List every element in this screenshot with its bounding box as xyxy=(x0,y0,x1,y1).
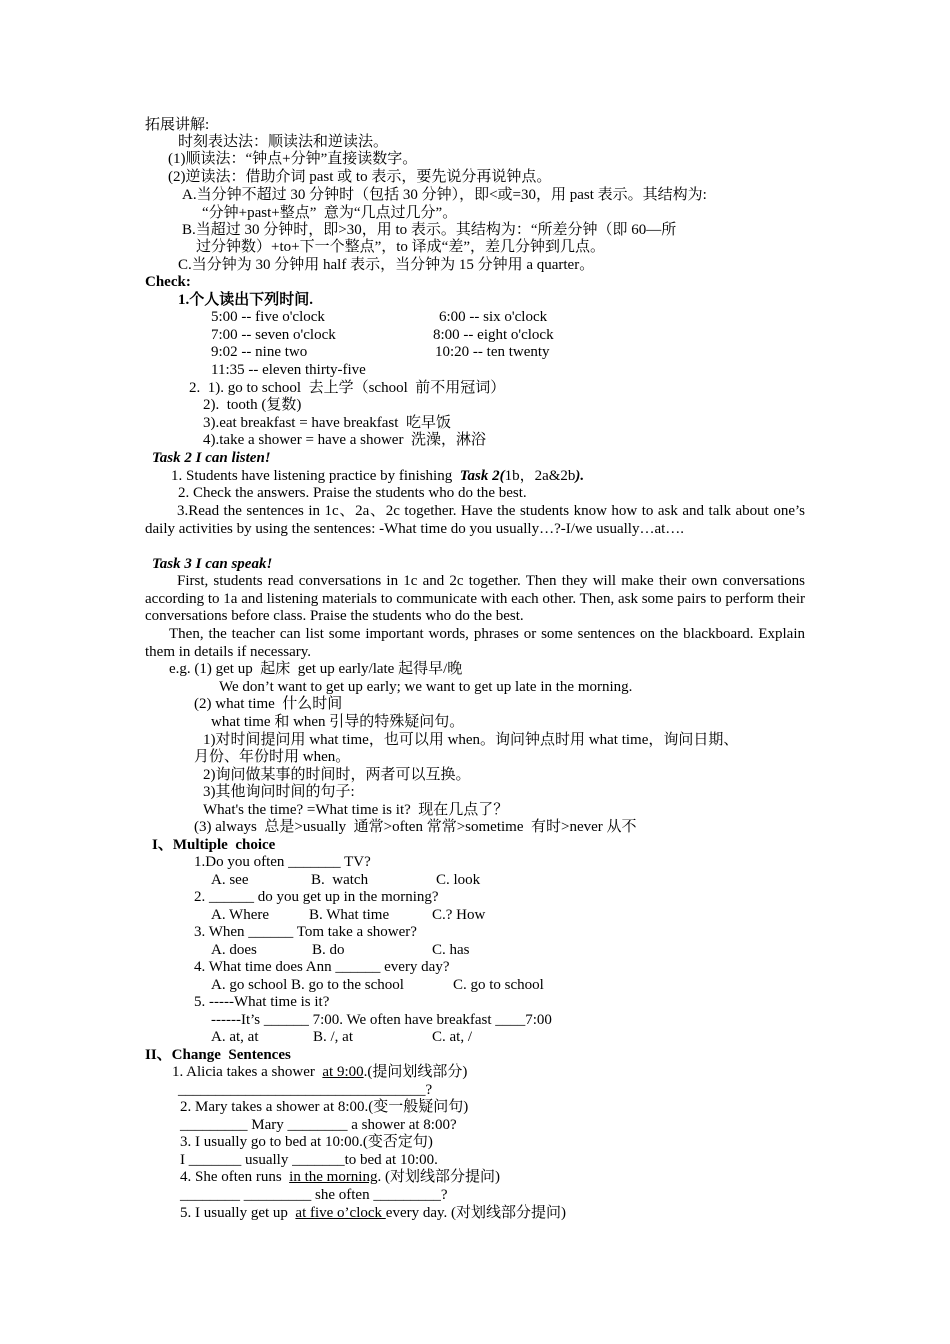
task2-step: 2. Check the answers. Praise the students who do the best. xyxy=(178,485,527,501)
option: C. has xyxy=(432,942,470,958)
time-entry: 8:00 -- eight o'clock xyxy=(433,327,554,343)
answer-blank: ________ _________ she often _________? xyxy=(180,1187,448,1203)
extension-line: 过分钟数）+to+下一个整点”，to 译成“差”，差几分钟到几点。 xyxy=(196,239,605,255)
question: 1.Do you often _______ TV? xyxy=(194,854,371,870)
example-line: What's the time? =What time is it? 现在几点了？ xyxy=(203,802,509,818)
sentence: 1. Alicia takes a shower at 9:00.(提问划线部分) xyxy=(172,1064,468,1080)
example-line: (2) what time 什么时间 xyxy=(194,696,343,712)
check-item: 1.个人读出下列时间. xyxy=(178,292,314,308)
check-item: 3).eat breakfast = have breakfast 吃早饭 xyxy=(203,415,451,431)
option: B. do xyxy=(312,942,345,958)
task3-paragraph: First, students read conversations in 1c and 2c together. Then they will make their own conversations according to 1a and listening materials to communicate with each other. Then, ask some pairs to perform their conversations before class. Praise the students who do the best. xyxy=(145,573,805,625)
example-line: 月份、年份时用 when。 xyxy=(194,749,351,765)
check-item: 2. 1). go to school 去上学（school 前不用冠词） xyxy=(189,380,506,396)
time-entry: 10:20 -- ten twenty xyxy=(435,344,550,360)
task2-step: 3.Read the sentences in 1c、2a、2c together. Have the students know how to ask and talk about one’s daily activities by using the sentences: -What time do you usually…?-I/we usually…at…. xyxy=(145,503,805,537)
extension-line: B.当超过 30 分钟时，即>30，用 to 表示。其结构为：“所差分钟（即 60—所 xyxy=(182,222,677,238)
example-line: 1)对时间提问用 what time，也可以用 when。询问钟点时用 what time，询问日期、 xyxy=(203,732,739,748)
option: C. at, / xyxy=(432,1029,472,1045)
extension-line: 时刻表达法：顺读法和逆读法。 xyxy=(178,134,389,150)
answer-blank: _________ Mary ________ a shower at 8:00? xyxy=(180,1117,457,1133)
example-line: (3) always 总是>usually 通常>often 常常>sometime 有时>never 从不 xyxy=(194,819,637,835)
question: 5. -----What time is it? xyxy=(194,994,330,1010)
option: B. /, at xyxy=(313,1029,353,1045)
time-entry: 9:02 -- nine two xyxy=(211,344,308,360)
task3-paragraph: Then, the teacher can list some important words, phrases or some sentences on the blackboard. Explain them in details if necessary. xyxy=(145,626,805,660)
task3-heading: Task 3 I can speak! xyxy=(152,556,273,572)
option: C.? How xyxy=(432,907,486,923)
task2-step: 1. Students have listening practice by finishing Task 2(1b，2a&2b). xyxy=(171,468,585,484)
time-entry: 7:00 -- seven o'clock xyxy=(211,327,336,343)
example-line: e.g. (1) get up 起床 get up early/late 起得早/晚 xyxy=(169,661,463,677)
question: 4. What time does Ann ______ every day? xyxy=(194,959,450,975)
sentence: 3. I usually go to bed at 10:00.(变否定句) xyxy=(180,1134,433,1150)
check-item: 2). tooth (复数) xyxy=(203,397,302,413)
answer-blank: _________________________________? xyxy=(178,1082,433,1098)
extension-line: (2)逆读法：借助介词 past 或 to 表示，要先说分再说钟点。 xyxy=(168,169,552,185)
check-item: 4).take a shower = have a shower 洗澡，淋浴 xyxy=(203,432,486,448)
example-line: 3)其他询问时间的句子: xyxy=(203,784,355,800)
question: 3. When ______ Tom take a shower? xyxy=(194,924,417,940)
example-line: what time 和 when 引导的特殊疑问句。 xyxy=(211,714,465,730)
option: B. watch xyxy=(311,872,369,888)
time-entry: 5:00 -- five o'clock xyxy=(211,309,325,325)
answer-blank: I _______ usually _______to bed at 10:00. xyxy=(180,1152,438,1168)
extension-heading: 拓展讲解: xyxy=(145,117,210,133)
question: 2. ______ do you get up in the morning? xyxy=(194,889,439,905)
time-entry: 6:00 -- six o'clock xyxy=(439,309,548,325)
task2-heading: Task 2 I can listen! xyxy=(152,450,271,466)
option: B. What time xyxy=(309,907,390,923)
extension-line: “分钟+past+整点” 意为“几点过几分”。 xyxy=(202,205,458,221)
sentence: 4. She often runs in the morning. (对划线部分提问) xyxy=(180,1169,500,1185)
sentence: 2. Mary takes a shower at 8:00.(变一般疑问句) xyxy=(180,1099,469,1115)
question: ------It’s ______ 7:00. We often have breakfast ____7:00 xyxy=(211,1012,552,1028)
option: C. go to school xyxy=(453,977,544,993)
option: A. go school B. go to the school xyxy=(211,977,404,993)
extension-line: A.当分钟不超过 30 分钟时（包括 30 分钟），即<或=30，用 past 表示。其结构为: xyxy=(182,187,707,203)
check-heading: Check: xyxy=(145,274,191,290)
multiple-choice-heading: I、Multiple choice xyxy=(152,837,276,853)
extension-line: C.当分钟为 30 分钟用 half 表示，当分钟为 15 分钟用 a quarter。 xyxy=(178,257,595,273)
example-line: We don’t want to get up early; we want to get up late in the morning. xyxy=(219,679,633,695)
change-sentences-heading: II、Change Sentences xyxy=(145,1047,291,1063)
extension-line: (1)顺读法：“钟点+分钟”直接读数字。 xyxy=(168,151,418,167)
example-line: 2)询问做某事的时间时，两者可以互换。 xyxy=(203,767,471,783)
option: A. see xyxy=(211,872,249,888)
sentence: 5. I usually get up at five o’clock every day. (对划线部分提问) xyxy=(180,1205,567,1221)
option: A. does xyxy=(211,942,257,958)
option: C. look xyxy=(436,872,481,888)
option: A. Where xyxy=(211,907,270,923)
option: A. at, at xyxy=(211,1029,259,1045)
time-entry: 11:35 -- eleven thirty-five xyxy=(211,362,366,378)
